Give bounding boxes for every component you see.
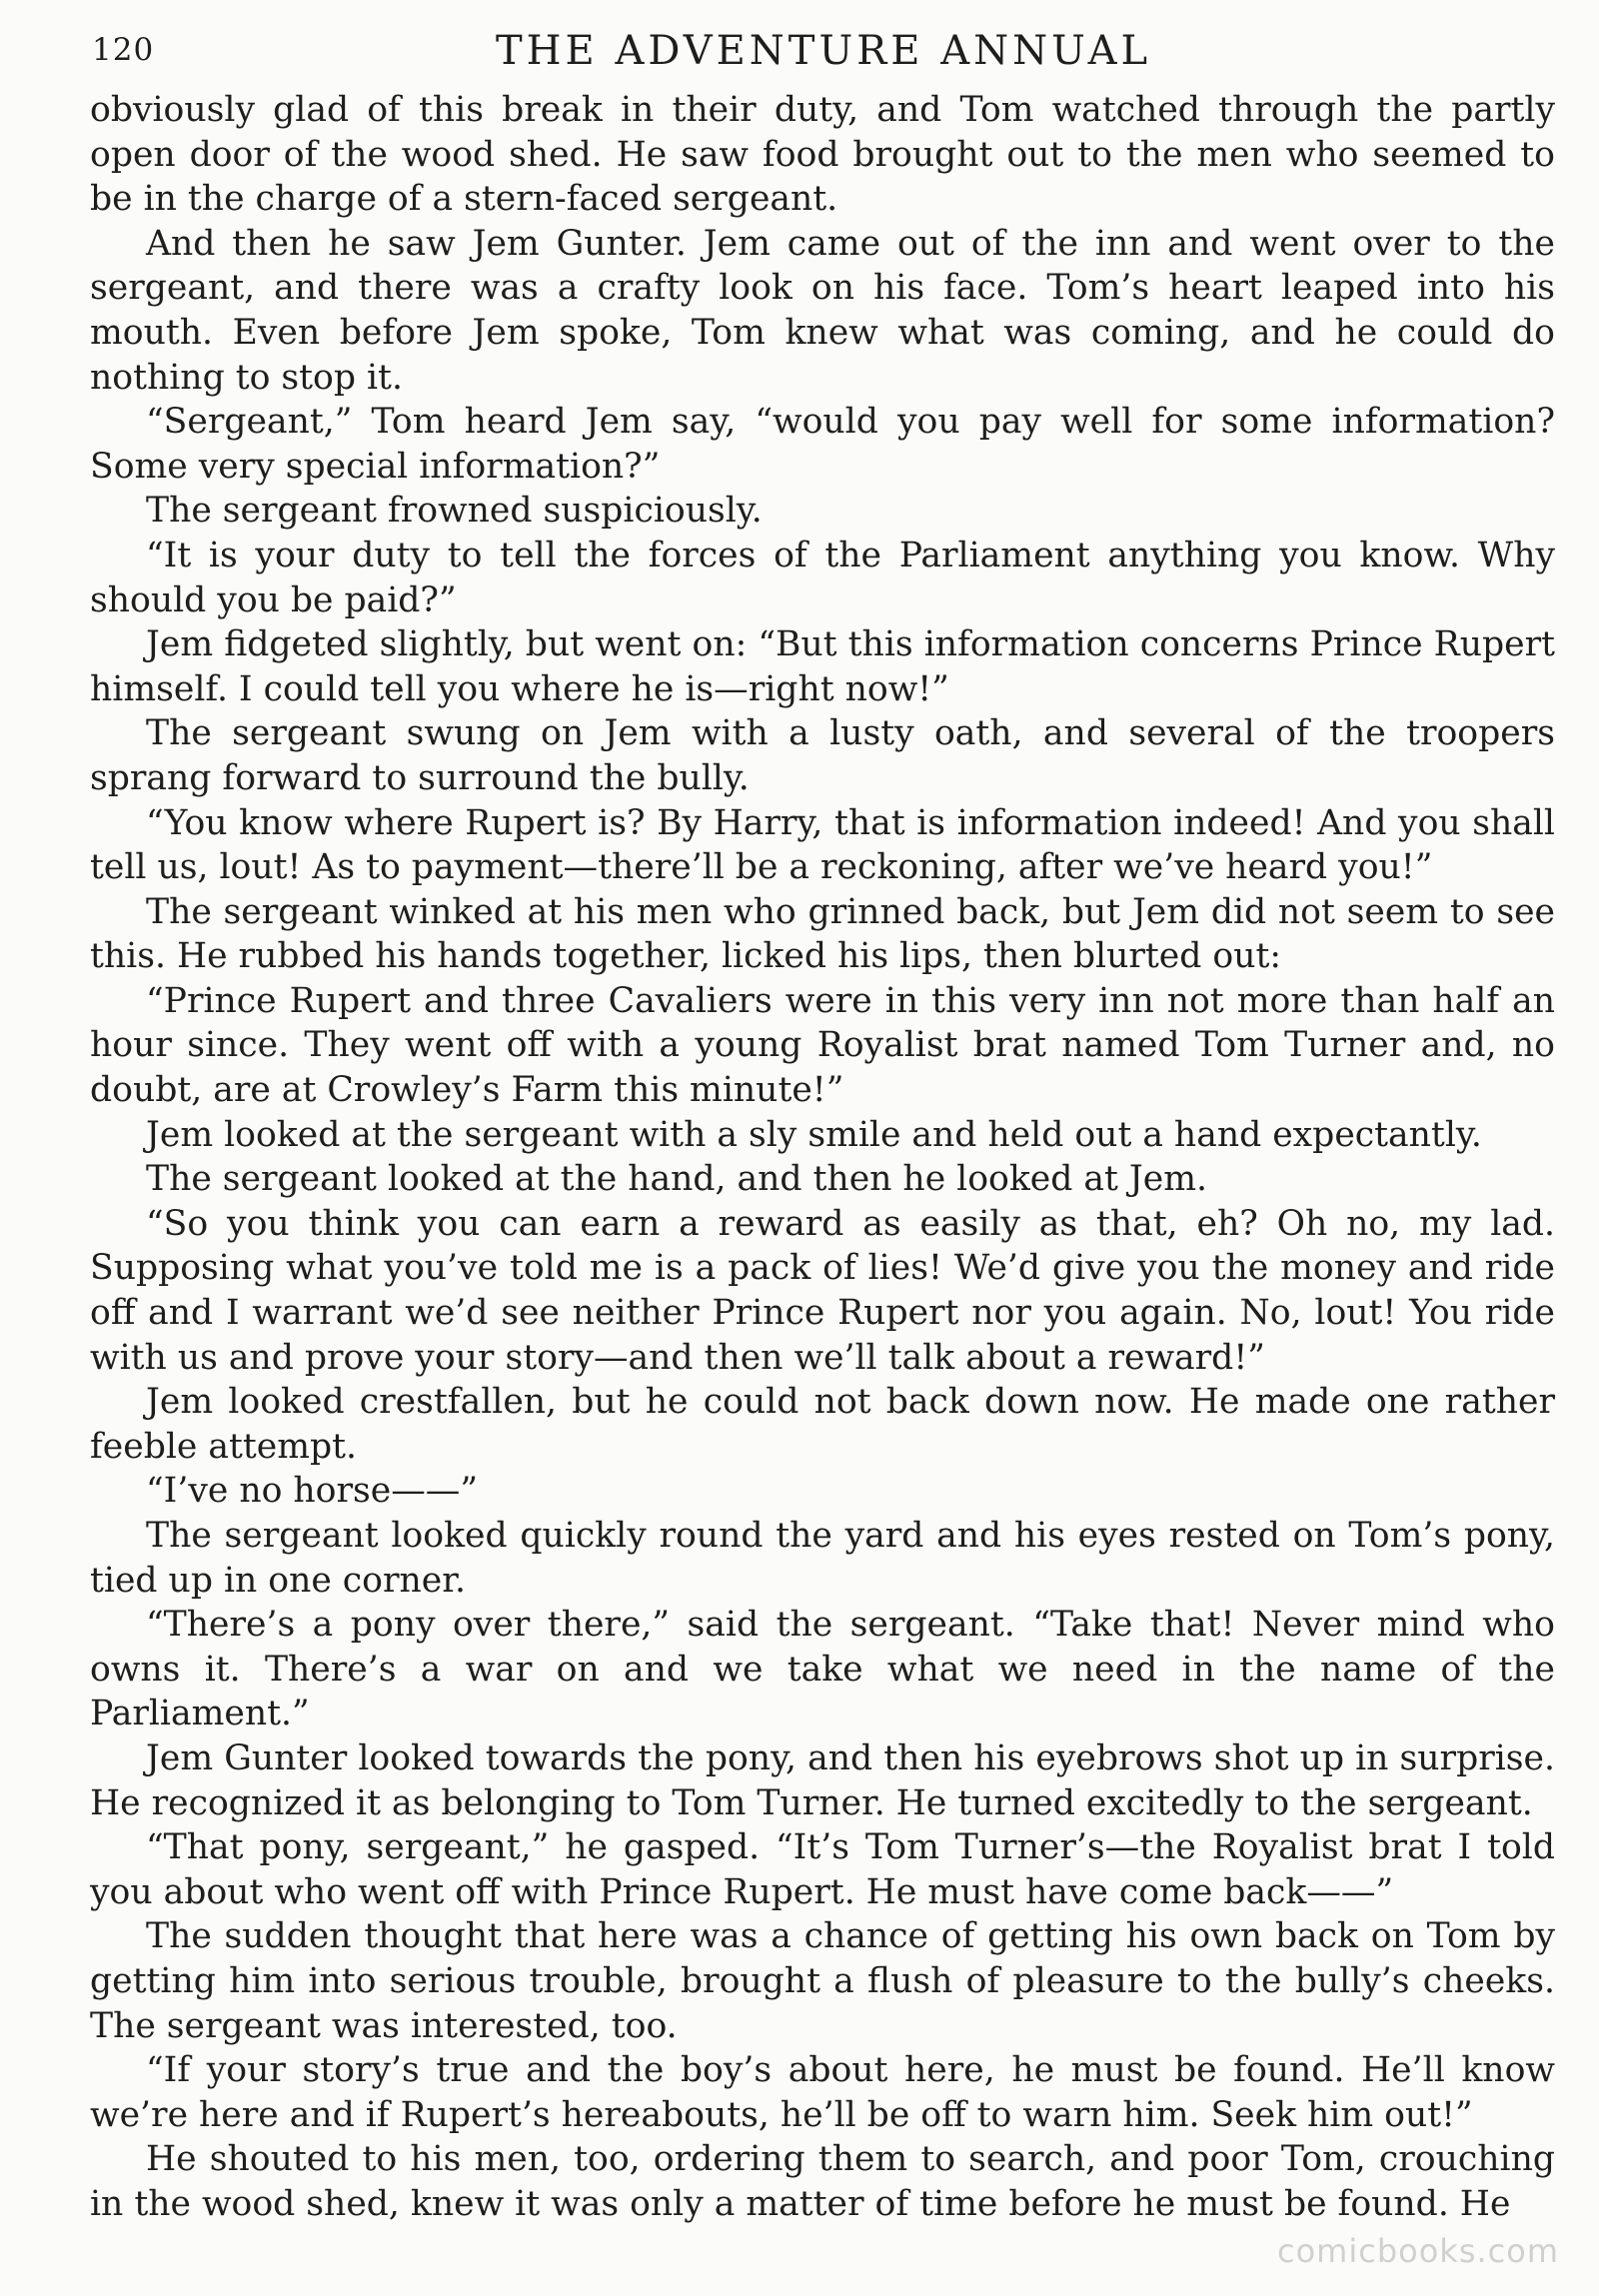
paragraph: “Prince Rupert and three Cavaliers were in this very inn not more than half an hour since. They went off with a young Royalist brat named Tom Turner and, no doubt, are at Crowley’s Farm this minute!” bbox=[90, 980, 1555, 1111]
paragraph: “You know where Rupert is? By Harry, that is information indeed! And you shall tell us, lout! As to payment—there’ll be a reckoning, after we’ve heard you!” bbox=[90, 802, 1555, 888]
running-title: THE ADVENTURE ANNUAL bbox=[495, 28, 1152, 74]
paragraph: The sergeant winked at his men who grinned back, but Jem did not seem to see this. He rubbed his hands together, licked his lips, then blurted out: bbox=[90, 891, 1555, 977]
paragraph: The sergeant looked quickly round the yard and his eyes rested on Tom’s pony, tied up in one corner. bbox=[90, 1516, 1555, 1601]
paragraph: “Sergeant,” Tom heard Jem say, “would you pay well for some information? Some very special information?” bbox=[90, 402, 1555, 487]
paragraph: “There’s a pony over there,” said the sergeant. “Take that! Never mind who owns it. There’s a war on and we take what we need in the name of the Parliament.” bbox=[90, 1605, 1555, 1734]
paragraph: “I’ve no horse——” bbox=[146, 1471, 479, 1512]
paragraph: Jem looked at the sergeant with a sly smile and held out a hand expectantly. bbox=[146, 1114, 1482, 1155]
paragraph: The sudden thought that here was a chance of getting his own back on Tom by getting him into serious trouble, brought a flush of pleasure to the bully’s cheeks. The sergeant was interested, too. bbox=[90, 1916, 1555, 2046]
paragraph: obviously glad of this break in their duty, and Tom watched through the partly open door of the wood shed. He saw food brought out to the men who seemed to be in the charge of a stern-faced sergeant. bbox=[90, 90, 1555, 220]
paragraph: “If your story’s true and the boy’s about here, he must be found. He’ll know we’re here and if Rupert’s hereabouts, he’ll be off to warn him. Seek him out!” bbox=[90, 2050, 1555, 2135]
paragraph: Jem Gunter looked towards the pony, and then his eyebrows shot up in surprise. He recognized it as belonging to Tom Turner. He turned excitedly to the sergeant. bbox=[90, 1737, 1555, 1823]
paragraph: He shouted to his men, too, ordering them to search, and poor Tom, crouching in the wood shed, knew it was only a matter of time before he must be found. He bbox=[90, 2139, 1555, 2224]
paragraph: The sergeant looked at the hand, and then he looked at Jem. bbox=[146, 1159, 1207, 1200]
paragraph: “It is your duty to tell the forces of the Parliament anything you know. Why should you be paid?” bbox=[90, 535, 1555, 620]
watermark: comicbooks.com bbox=[1276, 2232, 1559, 2270]
page-number: 120 bbox=[92, 32, 155, 68]
paragraph: “That pony, sergeant,” he gasped. “It’s Tom Turner’s—the Royalist brat I told you about who went off with Prince Rupert. He must have come back——” bbox=[90, 1827, 1555, 1912]
paragraph: The sergeant swung on Jem with a lusty oath, and several of the troopers sprang forward to surround the bully. bbox=[90, 713, 1555, 798]
paragraph: And then he saw Jem Gunter. Jem came out of the inn and went over to the sergeant, and there was a crafty look on his face. Tom’s heart leaped into his mouth. Even before Jem spoke, Tom knew what was coming, and he could do nothing to stop it. bbox=[90, 223, 1555, 398]
paragraph: “So you think you can earn a reward as easily as that, eh? Oh no, my lad. Supposing what you’ve told me is a pack of lies! We’d give you the money and ride off and I warrant we’d see neither Prince Rupert nor you again. No, lout! You ride with us and prove your story—and then we’ll talk about a reward!” bbox=[90, 1203, 1555, 1378]
page-header bbox=[92, 28, 1555, 88]
paragraph: The sergeant frowned suspiciously. bbox=[146, 491, 763, 532]
story-text bbox=[90, 88, 1555, 2227]
paragraph: Jem fidgeted slightly, but went on: “But this information concerns Prince Rupert himself. I could tell you where he is—right now!” bbox=[90, 624, 1555, 709]
paragraph: Jem looked crestfallen, but he could not back down now. He made one rather feeble attempt. bbox=[90, 1382, 1555, 1467]
